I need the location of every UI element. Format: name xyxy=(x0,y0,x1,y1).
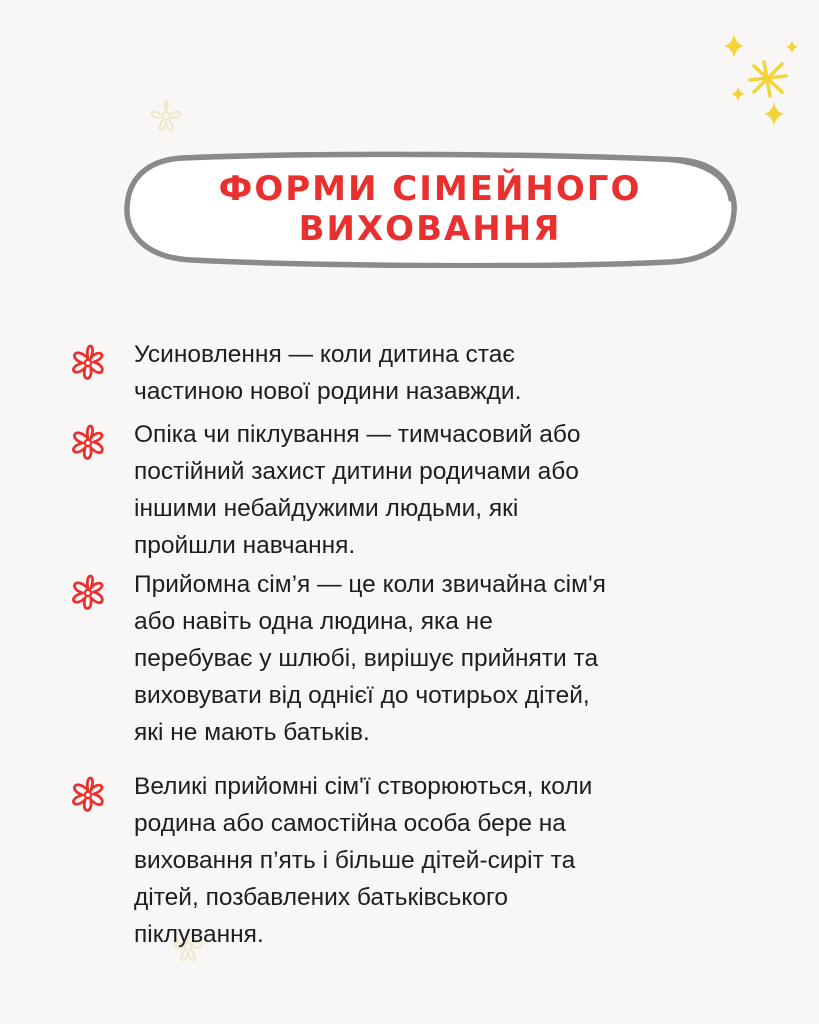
flower-icon xyxy=(66,772,110,816)
faint-flower-icon xyxy=(146,96,186,136)
flower-icon xyxy=(66,420,110,464)
title-banner xyxy=(122,150,738,268)
sparkles-icon xyxy=(716,30,806,134)
flower-icon xyxy=(66,340,110,384)
page-title xyxy=(122,150,738,268)
item-text: Опіка чи піклування — тимчасовий або постійний захист дитини родичами або іншими небайдужими людьми, які пройшли навчання. xyxy=(134,421,581,559)
item-text: Усиновлення — коли дитина стає частиною нової родини назавжди. xyxy=(134,341,522,405)
title-line-1: ФОРМИ СІМЕЙНОГО xyxy=(218,169,642,209)
item-text: Великі прийомні сім'ї створюються, коли родина або самостійна особа бере на виховання п’ять і більше дітей-сиріт та дітей, позбавлених батьківського піклування. xyxy=(134,773,593,948)
title-line-2: ВИХОВАННЯ xyxy=(298,209,562,249)
flower-icon xyxy=(66,570,110,614)
item-text: Прийомна сім’я — це коли звичайна сім'я або навіть одна людина, яка не перебуває у шлюбі, вирішує прийняти та виховувати від однієї до чотирьох дітей, які не мають батьків. xyxy=(134,571,606,746)
